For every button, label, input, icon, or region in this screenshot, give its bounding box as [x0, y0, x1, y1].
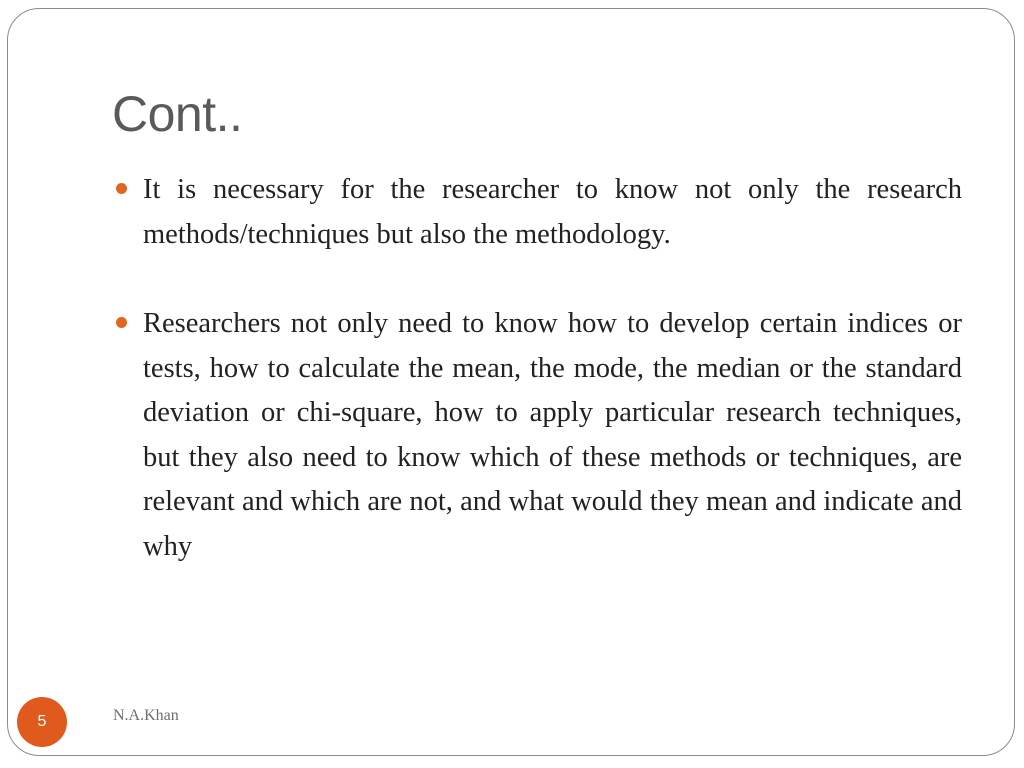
slide-number: 5: [37, 713, 47, 730]
bullet-dot-icon: [116, 183, 127, 194]
footer-author: N.A.Khan: [113, 707, 179, 724]
bullet-list: [112, 168, 962, 614]
bullet-dot-icon: [116, 317, 127, 328]
slide-title: Cont..: [112, 86, 243, 142]
slide-number-badge: [17, 697, 67, 747]
bullet-item: [112, 168, 962, 257]
bullet-text: Researchers not only need to know how to develop certain indices or tests, how to calculate the mean, the mode, the median or the standard deviation or chi-square, how to apply particular research techniques, but they also need to know which of these methods or techniques, are relevant and which are not, and what would they mean and indicate and why: [143, 308, 962, 562]
bullet-text: It is necessary for the researcher to know not only the research methods/techniques but also the methodology.: [143, 174, 962, 250]
bullet-item: [112, 302, 962, 569]
